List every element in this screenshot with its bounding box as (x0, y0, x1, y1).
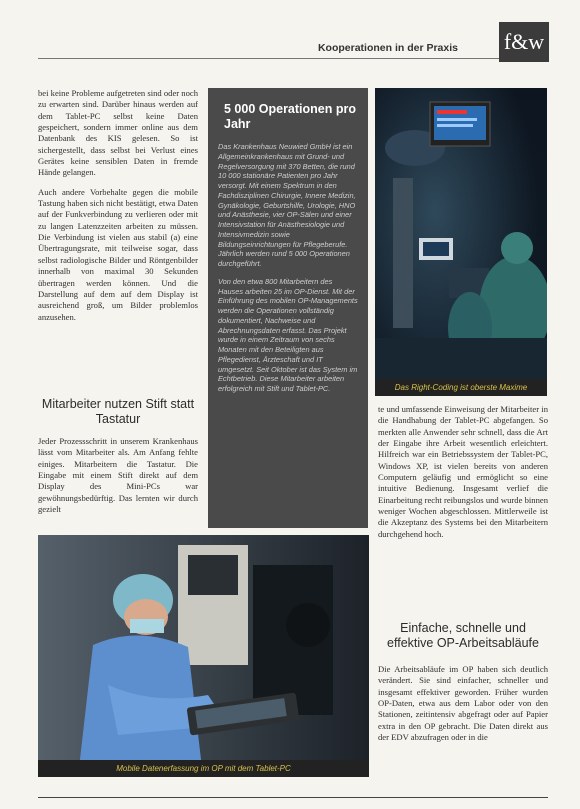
left-column-lower (38, 436, 198, 526)
right-paragraph-2: Die Arbeitsabläufe im OP haben sich deutlich verändert. Sie sind einfacher, schneller und insgesamt effektiver geworden. Früher wurden OP-Daten, etwa aus dem Labor oder von den Stationen, zeitintensiv abgefragt oder auf Papier extra in den OP gebracht. Die Daten direkt aus der EDV abzufragen oder in die (378, 664, 548, 743)
photo-caption-bottom: Mobile Datenerfassung im OP mit dem Tablet-PC (38, 760, 369, 777)
info-box-paragraph-2: Von den etwa 800 Mitarbeitern des Hauses arbeiten 25 im OP-Dienst. Mit der Einführung des mobilen OP-Managements werden die Operationen vollständig dokumentiert, Nachweise und Abrechnungsdaten erfasst. Das Projekt wurde in einem Zeitraum von sechs Monaten mit den Beteiligten aus Pflegedienst, Ärzteschaft und IT umgesetzt. Seit Oktober ist das System im Echtbetrieb. Diese Mitarbeiter arbeiten erfolgreich mit Stift und Tablet-PC. (218, 276, 358, 393)
left-subhead: Mitarbeiter nutzen Stift statt Tastatur (41, 397, 195, 426)
left-paragraph-3: Jeder Prozessschritt in unserem Krankenhaus lässt vom Mitarbeiter als. Am Anfang fehlte einiges. Mitarbeitern die Tastatur. Die Eingabe mit einem Stift direkt auf dem Display des Mini-PCs war gewöhnungsbedürftig. Das lernten wir durch gezielt (38, 436, 198, 515)
footer-rule (38, 797, 548, 798)
photo-caption-top: Das Right-Coding ist oberste Maxime (375, 379, 547, 396)
photo-monitor (375, 88, 547, 396)
right-paragraph-1: te und umfassende Einweisung der Mitarbeiter in die Handhabung der Tablet-PC abgefangen. So merkten alle Anwender sehr schnell, dass die Art der Eingabe ihre Arbeit wesentlich erleichtert. Hilfreich war ein Betriebssystem der Tablet-PC, Windows XP, ist vielen bereits von anderen Computern geläufig und ermöglicht so eine intuitive Bedienung. Insgesamt verlief die Einarbeitung recht reibungslos und wurde binnen weniger Wochen abgeschlossen. Mittlerweile ist die Akzeptanz des Systems bei den Mitarbeitern durchgehend hoch. (378, 404, 548, 539)
right-subhead-wrap (378, 621, 548, 651)
info-box (208, 88, 368, 528)
photo-tablet (38, 535, 369, 777)
info-box-title: 5 000 Operationen pro Jahr (224, 102, 356, 131)
operating-room-image (375, 88, 547, 396)
info-box-paragraph-1: Das Krankenhaus Neuwied GmbH ist ein Allgemeinkrankenhaus mit Grund- und Regelversorgung mit 370 Betten, die rund 10 000 stationäre Patienten pro Jahr versorgt. Mit einem Spektrum in den Fachdisziplinen Chirurgie, Innere Medizin, Gynäkologie, Geburtshilfe, Urologie, HNO und Anästhesie, vier OP-Sälen und einer Intensivstation für Anästhesiologie und Intensivmedizin sowie Bildungseinrichtungen für Pflegeberufe. Jährlich werden rund 5 000 Operationen durchgeführt. (218, 142, 356, 268)
page-header (38, 28, 500, 59)
nurse-with-tablet-image (38, 535, 369, 777)
left-column (38, 88, 198, 323)
left-paragraph-1: bei keine Probleme aufgetreten sind oder noch zu erwarten sind. Darüber hinaus werden auf dem Tablet-PC selbst keine Daten gespeichert, sondern immer online aus dem Datenbank des KIS gelesen. So ist sichergestellt, dass selbst bei Verlust eines Gerätes keine sensiblen Daten in fremde Hände gelangen. (38, 88, 198, 178)
right-subhead: Einfache, schnelle und effektive OP-Arbeitsabläufe (387, 621, 539, 650)
right-column-lower (378, 664, 548, 794)
left-subhead-wrap (38, 397, 198, 427)
brand-logo: f&w (499, 22, 549, 62)
section-label: Kooperationen in der Praxis (317, 42, 458, 54)
left-paragraph-2: Auch andere Vorbehalte gegen die mobile Tastung haben sich nicht bestätigt, etwa Daten auf der Funkverbindung zu verlieren oder mit zu langen Latenzzeiten arbeiten zu müssen. Die Verbindung ist vielen aus stabil (a) eine Übertragungsrate, mit teilweise sogar, dass selbst radiologische Bilder und Röntgenbilder innerhalb von maximal 30 Sekunden übertragen werden können. Und die Darstellung auf dem auf dem Display ist ausreichend groß, um Bilder problemlos anzusehen. (38, 186, 198, 322)
right-column (378, 404, 548, 540)
